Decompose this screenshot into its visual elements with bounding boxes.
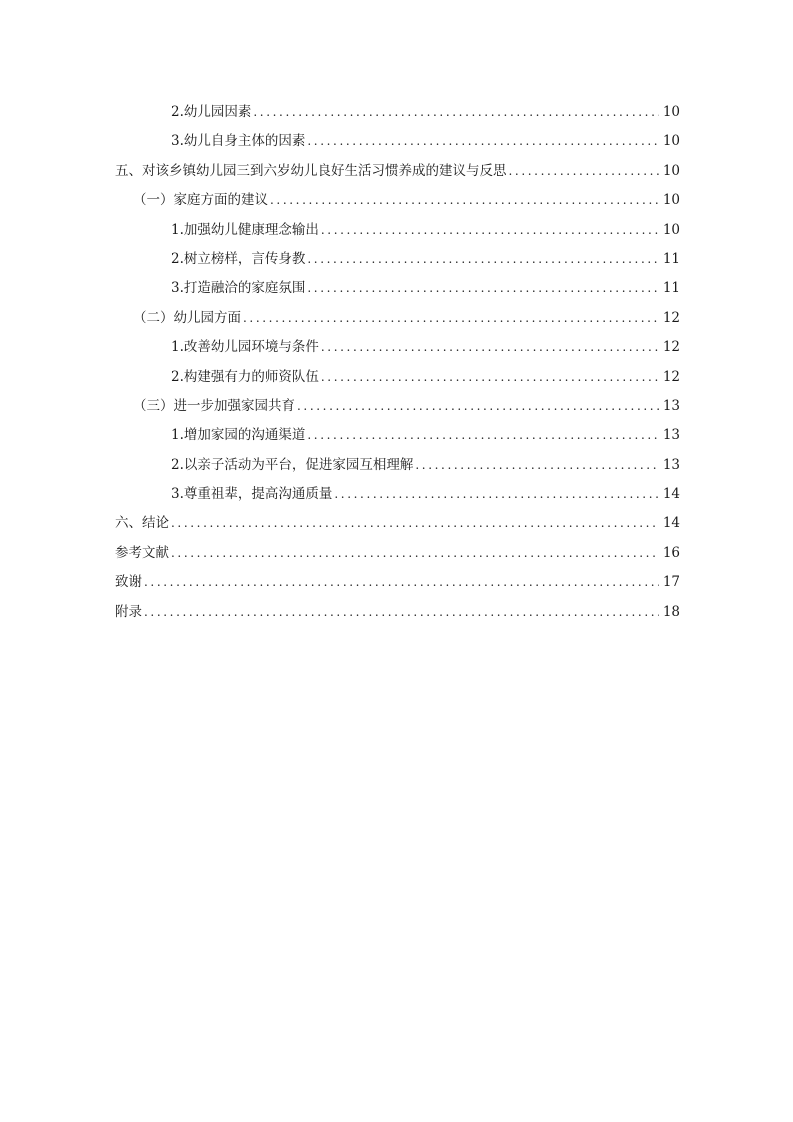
toc-leader-dots xyxy=(171,509,659,538)
toc-entry-title: 参考文献 xyxy=(115,544,169,561)
toc-leader-dots xyxy=(297,392,659,421)
toc-entry[interactable] xyxy=(115,186,680,215)
table-of-contents xyxy=(115,98,680,627)
toc-entry[interactable] xyxy=(115,216,680,245)
toc-entry-page: 11 xyxy=(662,280,680,297)
toc-entry-page: 12 xyxy=(662,368,680,385)
toc-leader-dots xyxy=(144,598,659,627)
toc-leader-dots xyxy=(334,480,658,509)
toc-entry[interactable] xyxy=(115,451,680,480)
toc-entry-page: 13 xyxy=(662,397,680,414)
toc-leader-dots xyxy=(321,363,659,392)
toc-entry-page: 10 xyxy=(662,192,680,209)
toc-entry-title: 六、结论 xyxy=(115,515,169,532)
toc-entry[interactable] xyxy=(115,421,680,450)
toc-entry-page: 10 xyxy=(662,133,680,150)
toc-entry-page: 12 xyxy=(662,309,680,326)
toc-leader-dots xyxy=(307,245,658,274)
toc-leader-dots xyxy=(509,157,659,186)
toc-entry-title: 2.以亲子活动为平台，促进家园互相理解 xyxy=(171,456,414,473)
toc-entry[interactable] xyxy=(115,509,680,538)
toc-entry[interactable] xyxy=(115,363,680,392)
toc-leader-dots xyxy=(270,186,659,215)
toc-entry-page: 13 xyxy=(662,456,680,473)
toc-leader-dots xyxy=(243,304,659,333)
toc-entry[interactable] xyxy=(115,568,680,597)
toc-entry-title: 2.树立榜样，言传身教 xyxy=(171,250,306,267)
toc-leader-dots xyxy=(321,216,659,245)
toc-leader-dots xyxy=(253,98,658,127)
toc-entry-title: 1.增加家园的沟通渠道 xyxy=(171,427,306,444)
toc-entry-page: 12 xyxy=(662,339,680,356)
toc-entry-title: 3.尊重祖辈，提高沟通质量 xyxy=(171,486,333,503)
toc-entry-title: 附录 xyxy=(115,603,142,620)
toc-leader-dots xyxy=(307,421,658,450)
toc-entry[interactable] xyxy=(115,480,680,509)
toc-entry-title: 五、对该乡镇幼儿园三到六岁幼儿良好生活习惯养成的建议与反思 xyxy=(115,162,507,179)
toc-entry-title: （三）进一步加强家园共育 xyxy=(133,397,295,414)
toc-entry-page: 16 xyxy=(662,544,680,561)
toc-entry-title: 3.打造融洽的家庭氛围 xyxy=(171,280,306,297)
toc-entry-page: 14 xyxy=(662,515,680,532)
toc-entry-page: 17 xyxy=(662,574,680,591)
toc-entry-title: 3.幼儿自身主体的因素 xyxy=(171,133,306,150)
toc-entry-page: 14 xyxy=(662,486,680,503)
toc-entry[interactable] xyxy=(115,274,680,303)
toc-leader-dots xyxy=(307,274,658,303)
toc-entry[interactable] xyxy=(115,304,680,333)
toc-leader-dots xyxy=(321,333,659,362)
toc-entry-title: 2.构建强有力的师资队伍 xyxy=(171,368,319,385)
toc-entry[interactable] xyxy=(115,539,680,568)
toc-entry[interactable] xyxy=(115,157,680,186)
toc-entry[interactable] xyxy=(115,245,680,274)
toc-leader-dots xyxy=(171,539,659,568)
toc-entry-title: （二）幼儿园方面 xyxy=(133,309,241,326)
toc-entry-title: 致谢 xyxy=(115,574,142,591)
toc-entry-page: 10 xyxy=(662,221,680,238)
toc-leader-dots xyxy=(144,568,659,597)
toc-leader-dots xyxy=(415,451,658,480)
toc-entry[interactable] xyxy=(115,392,680,421)
toc-entry-title: 1.改善幼儿园环境与条件 xyxy=(171,339,319,356)
toc-entry-title: 2.幼儿园因素 xyxy=(171,103,252,120)
toc-entry-page: 11 xyxy=(662,250,680,267)
toc-entry[interactable] xyxy=(115,598,680,627)
toc-entry[interactable] xyxy=(115,333,680,362)
toc-entry[interactable] xyxy=(115,98,680,127)
toc-entry-title: （一）家庭方面的建议 xyxy=(133,192,268,209)
toc-entry-page: 18 xyxy=(662,603,680,620)
toc-leader-dots xyxy=(307,127,658,156)
toc-entry-page: 13 xyxy=(662,427,680,444)
toc-entry-page: 10 xyxy=(662,103,680,120)
toc-entry[interactable] xyxy=(115,127,680,156)
toc-entry-page: 10 xyxy=(662,162,680,179)
toc-entry-title: 1.加强幼儿健康理念输出 xyxy=(171,221,319,238)
